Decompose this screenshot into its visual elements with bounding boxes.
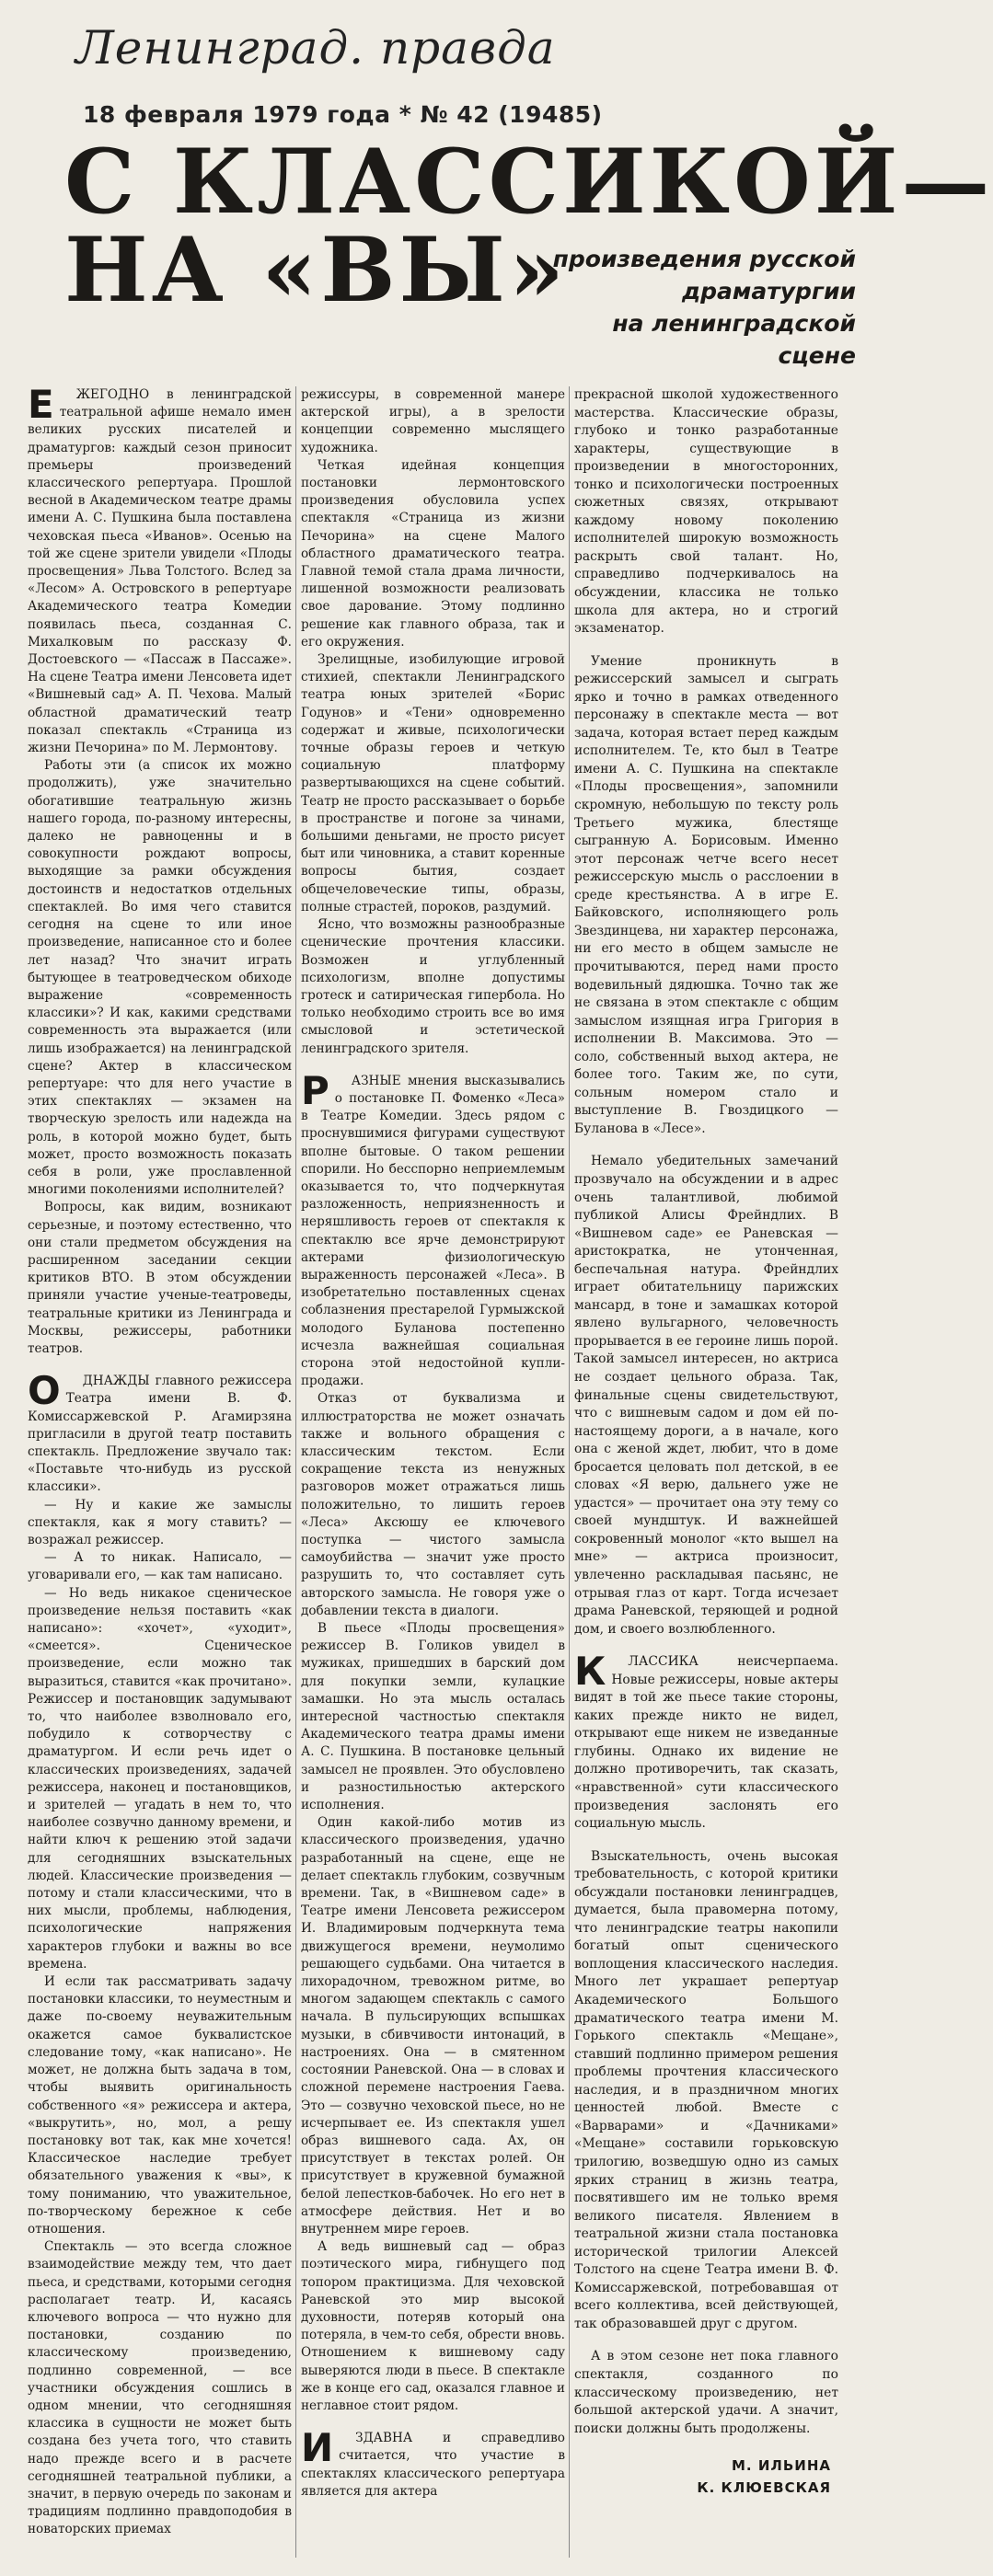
paragraph: Ясно, что возможны разнообразные сценические прочтения классики. Возможен и углубленный психологизм, вполне допустимы гротеск и сатирическая гипербола. Но только необходимо строить все во имя смысловой и эстетической ленинградского зрителя.: [301, 917, 565, 1056]
paragraph: — Но ведь никакое сценическое произведение нельзя поставить «как написано»: «хочет», «уходит», «смеется». Сценическое произведение, если можно так выразиться, ставится «как прочитано». Режиссер и постановщик задумывают то, что наиболее взволновало его, побудило к сотворчеству с драматургом. И если речь идет о классических произведениях, задачей режиссера, наконец и постановщиков, и зрителей — угадать в нем то, что наиболее созвучно данному времени, и найти ключ к решению этой задачи для сегодняшних взыскательных людей. Классические произведения — потому и стали классическими, что в них мысли, проблемы, наблюдения, психологические напряжения характеров глубоки и важны во все времена.: [28, 1585, 292, 1972]
paragraph: ЕЖЕГОДНО в ленинградской театральной афише немало имен великих русских писателей и драматургов: каждый сезон приносит премьеры произведений классического репертуара. Прошлой весной в Академическом театре драмы имени А. С. Пушкина была поставлена чеховская пьеса «Иванов». Осенью на той же сцене зрители увидели «Плоды просвещения» Льва Толстого. Вслед за «Лесом» А. Островского в репертуаре Академического театра Комедии появилась пьеса, созданная С. Михалковым по рассказу Ф. Достоевского — «Пассаж в Пассаже». На сцене Театра имени Ленсовета идет «Вишневый сад» А. П. Чехова. Малый областной драматический театр показал спектакль «Страница из жизни Печорина» по М. Лермонтову.: [28, 382, 292, 756]
paragraph: А ведь вишневый сад — образ поэтического мира, гибнущего под топором практицизма. Для чеховской Раневской это мир высокой духовности, потеряв который она потеряла, в чем-то себя, обрести вновь. Отношением к вишневому саду выверяются люди в пьесе. В спектакле же в конце его сад, оказался главное и неглавное стоит рядом.: [301, 2239, 565, 2413]
headline-line-2: НА «ВЫ»: [64, 218, 568, 322]
subheadline: [534, 243, 856, 372]
author-name: М. ИЛЬИНА: [731, 2457, 831, 2475]
paragraph: РАЗНЫЕ мнения высказывались о постановке П. Фоменко «Леса» в Театре Комедии. Здесь рядом с проснувшимися фигурами существуют вполне бытовые. О таком решении спорили. Но бесспорно неприемлемым оказывается то, что подчеркнутая разложенность, неприязненность и неряшливость героев от спектакля к спектаклю все ярче демонстрируют актерами физиологическую выраженность персонажей «Леса». В изобретательно поставленных сценах соблазнения престарелой Гурмыжской молодого Буланова постепенно исчезла важнейшая социальная сторона этой недостойной купли-продажи.: [301, 1067, 565, 1389]
paragraph: режиссуры, в современной манере актерской игры), а в зрелости концепции современно мыслящего художника.: [301, 387, 565, 455]
author-signature: [574, 2455, 838, 2499]
paragraph: Работы эти (а список их можно продолжить), уже значительно обогатившие театральную жизнь нашего города, по-разному интересны, далеко не равноценны и в совокупности рождают вопросы, выходящие за рамки обсуждения достоинств и недостатков отдельных спектаклей. Во имя чего ставится сегодня на сцене то или иное произведение, написанное сто и более лет назад? Что значит играть бытующее в театроведческом обиходе выражение «современность классики»? И как, какими средствами современность эта выражается (или лишь изображается) на ленинградской сцене? Актер в классическом репертуаре: что для него участие в этих спектаклях — экзамен на творческую зрелость или надежда на роль, в которой можно будет, быть может, просто возможность показать себя в роли, уже прославленной многими поколениями исполнителей?: [28, 758, 292, 1198]
paragraph: прекрасной школой художественного мастерства. Классические образы, глубоко и тонко разработанные характеры, существующие в произведении в многосторонних, тонко и психологически построенных сюжетных связях, открывают каждому новому поколению исполнителей широкую возможность раскрыть свой талант. Но, справедливо подчеркивалось на обсуждении, классика не только школа для актера, но и строгий экзаменатор.: [574, 387, 838, 637]
article-column-2: [301, 386, 565, 2558]
article-columns: [28, 382, 839, 2558]
subheadline-line-2: на ленинградской сцене: [612, 310, 856, 369]
paragraph: ИЗДАВНА и справедливо считается, что участие в спектаклях классического репертуара является для актера: [301, 2425, 565, 2499]
paragraph: А в этом сезоне нет пока главного спектакля, созданного по классическому произведению, нет большой актерской удачи. А значит, поиски должны быть продолжены.: [574, 2349, 838, 2436]
paragraph: Отказ от буквализма и иллюстраторства не может означать также и вольного обращения с классическим текстом. Если сокращение текста из ненужных разговоров может отражаться лишь положительно, то лишить героев «Леса» Аксюшу ее ключевого поступка — чистого замысла самоубийства — значит уже просто разрушить то, что составляет суть авторского замысла. Не говоря уже о добавлении текста в диалоги.: [301, 1391, 565, 1618]
subheadline-line-1: произведения русской драматургии: [552, 246, 856, 305]
article-column-3: [574, 386, 838, 2558]
author-name: К. КЛЮЕВСКАЯ: [697, 2479, 831, 2497]
paragraph: В пьесе «Плоды просвещения» режиссер В. Голиков увидел в мужиках, пришедших в барский дом для покупки земли, кулацкие замашки. Но эта мысль осталась интересной частностью спектакля Академического театра драмы имени А. С. Пушкина. В постановке цельный замысел не проявлен. Это обусловлено и разностильностью актерского исполнения.: [301, 1621, 565, 1813]
paragraph: Немало убедительных замечаний прозвучало на обсуждении и в адрес очень талантливой, любимой публикой Алисы Фрейндлих. В «Вишневом саде» ее Раневская — аристократка, не утонченная, беспечальная натура. Фрейндлих играет обитательницу парижских мансард, в тоне и замашках которой явлено вульгарного, человечность прорывается в ее героине лишь порой. Такой замысел интересен, но актриса не создает цельного образа. Так, финальные сцены свидетельствуют, что с вишневым садом и дом ей по-настоящему дороги, а в начале, кого она с женой ждет, любит, что в доме бросается целовать пол детской, в ее словах «Я верю, дальнего уже не удастся» — прочитает она эту тему со своей мундштук. И важнейшей сокровенный монолог «кто вышел на мне» — актриса произносит, увлеченно раскладывая пасьянс, не отрывая глаз от карт. Тогда исчезает драма Раневской, теряющей и родной дом, и своего возлюбленного.: [574, 1154, 838, 1637]
paragraph: — А то никак. Написало, — уговаривали его, — как там написано.: [28, 1550, 292, 1583]
paragraph: — Ну и какие же замыслы спектакля, как я могу ставить? — возражал режиссер.: [28, 1497, 292, 1547]
dateline: 18 февраля 1979 года * № 42 (19485): [83, 101, 603, 128]
paragraph: Умение проникнуть в режиссерский замысел и сыграть ярко и точно в рамках отведенного персонажу в спектакле места — вот задача, которая встает перед каждым исполнителем. Те, кто был в Театре имени А. С. Пушкина на спектакле «Плоды просвещения», запомнили скромную, небольшую по тексту роль Третьего мужика, блестяще сыгранную А. Борисовым. Именно этот персонаж четче всего несет режиссерскую мысль о расслоении в среде крестьянства. А в игре Е. Байковского, исполняющего роль Звездинцева, ни характер персонажа, ни его место в общем замысле не прочитываются, перед нами просто водевильный дядюшка. Точно так же не связана в этом спектакле с общим замыслом изящная игра Григория в исполнении В. Максимова. Это — соло, собственный выход актера, не более того. Таким же, по сути, сольным номером стало и выступление В. Гвоздицкого — Буланова в «Лесе».: [574, 653, 838, 1136]
paragraph: Один какой-либо мотив из классического произведения, удачно разработанный на сцене, еще не делает спектакль глубоким, созвучным времени. Так, в «Вишневом саде» в Театре имени Ленсовета режиссером И. Владимировым подчеркнута тема движущегося времени, неумолимо решающего судьбами. Она читается в лихорадочном, тревожном ритме, во многом задающем спектакль с самого начала. В пульсирующих вспышках музыки, в сбивчивости интонаций, в настроениях. Она — в смятенном состоянии Раневской. Она — в словах и сложной перемене настроения Гаева. Это — созвучно чеховской пьесе, но не исчерпывает ее. Из спектакля ушел образ вишневого сада. Ах, он присутствует в текстах ролей. Он присутствует в кружевной бумажной белой лепестков-бабочек. Но его нет в атмосфере действия. Нет и во внутреннем мире героев.: [301, 1815, 565, 2237]
article-column-1: [28, 382, 292, 2558]
paragraph: Зрелищные, изобилующие игровой стихией, спектакли Ленинградского театра юных зрителей «Борис Годунов» и «Тени» одновременно содержат и живые, психологически точные образы героев и четкую социальную платформу развертывающихся на сцене событий. Театр не просто рассказывает о борьбе в пространстве и погоне за чинами, большими деньгами, не просто рисует быт или чиновника, а ставит коренные вопросы бытия, создает общечеловеческие типы, образы, полные страстей, пороков, раздумий.: [301, 652, 565, 914]
paragraph: ОДНАЖДЫ главного режиссера Театра имени В. Ф. Комиссаржевской Р. Агамирзяна пригласили в другой театр поставить спектакль. Предложение звучало так: «Поставьте что-нибудь из русской классики».: [28, 1368, 292, 1495]
paragraph: Взыскательность, очень высокая требовательность, с которой критики обсуждали постановки ленинградцев, думается, была правомерна потому, что ленинградские театры накопили богатый опыт сценического воплощения классического наследия. Много лет украшает репертуар Академического Большого драматического театра имени М. Горького спектакль «Мещане», ставший подлинно примером решения проблемы прочтения классического наследия, и в праздничном многих ценностей любой. Вместе с «Варварами» и «Дачниками» «Мещане» составили горьковскую трилогию, возведшую одно из самых ярких страниц в жизнь театра, посвятившего им не только время великого писателя. Явлением в театральной жизни стала постановка исторической трилогии Алексей Толстого на сцене Театра имени В. Ф. Комиссаржевской, потребовавшая от всего коллектива, всей действующей, так образовавшей друг с другом.: [574, 1848, 838, 2331]
paragraph: Вопросы, как видим, возникают серьезные, и поэтому естественно, что они стали предметом обсуждения на расширенном заседании секции критиков ВТО. В этом обсуждении приняли участие ученые-театроведы, театральные критики из Ленинграда и Москвы, режиссеры, работники театров.: [28, 1200, 292, 1356]
paragraph: И если так рассматривать задачу постановки классики, то неуместным и даже по-своему неуважительным окажется самое буквалистское следование тому, «как написано». Не может, не должна быть задача в том, чтобы выявить оригинальность собственного «я» режиссера и актера, «выкрутить», но, мол, а решу постановку вот так, как мне хочется! Классическое наследие требует обязательного уважения к «вы», к тому пониманию, что уважительное, по-творческому бережное к себе отношения.: [28, 1974, 292, 2237]
headline-line-1: С КЛАССИКОЙ—: [64, 130, 993, 234]
headline-block: [28, 130, 993, 369]
paragraph: Спектакль — это всегда сложное взаимодействие между тем, что дает пьеса, и средствами, которыми сегодня располагает театр. И, касаясь ключевого вопроса — что нужно для постановки, созданию по классическому произведению, подлинно современной, — все участники обсуждения сошлись в одном мнении, что сегодняшняя классика в сущности не может быть создана без учета того, что ставить надо прежде всего и в расчете сегодняшней театральной публики, а значит, в первую очередь по законам и традициям подлинно правдоподобия в новаторских приемах: [28, 2239, 292, 2537]
paragraph: КЛАССИКА неисчерпаема. Новые режиссеры, новые актеры видят в той же пьесе такие стороны, каких прежде никто не видел, открывают еще никем не изведанные глубины. Однако их видение не должно противоречить, так сказать, «нравственной» сути классического произведения заслонять его социальную мысль.: [574, 1649, 838, 1832]
masthead: Ленинград. правда: [75, 21, 556, 75]
paragraph: Четкая идейная концепция постановки лермонтовского произведения обусловила успех спектакля «Страница из жизни Печорина» на сцене Малого областного драматического театра. Главной темой стала драма личности, лишенной возможности реализовать свое дарование. Этому подлинно решение как главного образа, так и его окружения.: [301, 457, 565, 650]
